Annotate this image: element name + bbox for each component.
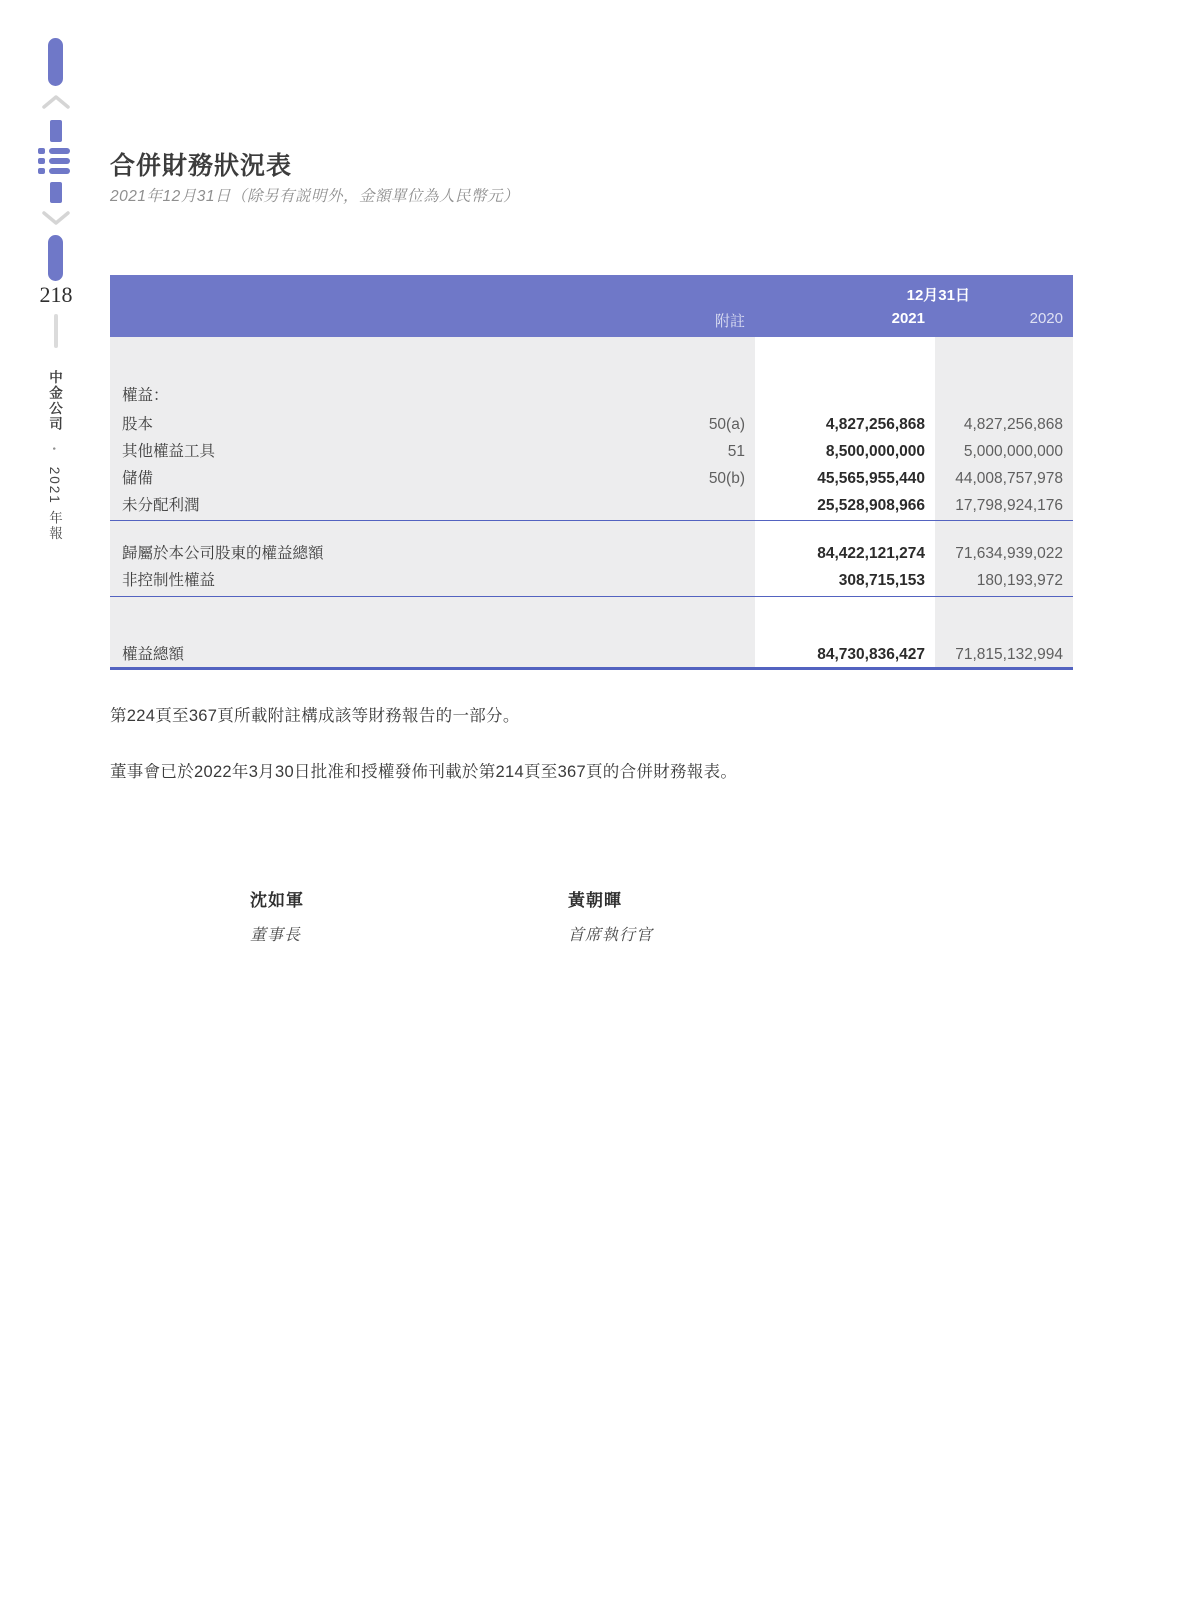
list-bar <box>49 148 70 154</box>
signatory-name: 沈如軍 <box>250 891 304 910</box>
value-2021: 84,730,836,427 <box>817 646 925 663</box>
row-note: 51 <box>727 443 745 460</box>
scroll-indicator-bottom <box>48 235 63 281</box>
row-label: 未分配利潤 <box>122 497 200 514</box>
table-header <box>110 275 1073 337</box>
row-label: 儲備 <box>122 470 154 487</box>
row-label: 非控制性權益 <box>122 572 216 589</box>
section-row <box>110 386 1073 406</box>
column-header-2020: 2020 <box>1029 310 1063 327</box>
chevron-up-icon[interactable] <box>42 93 70 111</box>
value-2021: 25,528,908,966 <box>817 497 925 514</box>
value-2020: 71,634,939,022 <box>955 545 1063 562</box>
page-number: 218 <box>39 282 73 307</box>
chevron-down-icon[interactable] <box>42 209 70 227</box>
row-label: 權益總額 <box>122 646 185 663</box>
value-2021: 84,422,121,274 <box>817 545 925 562</box>
list-dot <box>38 168 45 174</box>
row-label: 歸屬於本公司股東的權益總額 <box>122 545 324 562</box>
column-header-date: 12月31日 <box>906 287 970 304</box>
table-bottom-border <box>110 667 1073 670</box>
footnote-reference: 第224頁至367頁所載附註構成該等財務報告的一部分。 <box>110 707 520 725</box>
scroll-indicator-top <box>48 38 63 86</box>
section-label: 權益： <box>122 387 169 404</box>
table-divider <box>110 520 1073 521</box>
column-header-note: 附註 <box>714 313 745 330</box>
signature-block <box>250 886 490 945</box>
spine-company: 中金公司 <box>47 370 62 432</box>
signatory-title: 董事長 <box>250 927 302 944</box>
value-2020: 44,008,757,978 <box>955 470 1063 487</box>
row-note: 50(b) <box>708 470 745 487</box>
signatory-title: 首席執行官 <box>568 927 654 944</box>
spine-label <box>44 370 64 541</box>
column-header-2021: 2021 <box>891 310 925 327</box>
table-row <box>110 442 1073 462</box>
board-approval-note: 董事會已於2022年3月30日批准和授權發佈刊載於第214頁至367頁的合併財務報表。 <box>110 763 738 781</box>
table-body <box>110 337 1073 670</box>
page-subtitle: 2021年12月31日（除另有説明外，金額單位為人民幣元） <box>110 188 519 205</box>
page-number-tail-line <box>54 314 58 348</box>
subtotal-row <box>110 544 1073 564</box>
section-marker-top <box>50 120 62 142</box>
financial-table <box>110 275 1073 670</box>
signature-block <box>568 886 808 945</box>
value-2020: 5,000,000,000 <box>963 443 1063 460</box>
value-2020: 4,827,256,868 <box>963 416 1063 433</box>
row-note: 50(a) <box>708 416 745 433</box>
table-row <box>110 415 1073 435</box>
list-dot <box>38 148 45 154</box>
total-row <box>110 645 1073 665</box>
value-2021: 8,500,000,000 <box>825 443 925 460</box>
row-label: 其他權益工具 <box>122 443 216 460</box>
value-2020: 17,798,924,176 <box>955 497 1063 514</box>
table-row <box>110 496 1073 516</box>
row-label: 股本 <box>122 416 154 433</box>
list-bar <box>49 168 70 174</box>
spine-year: 2021 年報 <box>47 466 62 542</box>
value-2021: 4,827,256,868 <box>825 416 925 433</box>
value-2021: 45,565,955,440 <box>817 470 925 487</box>
value-2020: 71,815,132,994 <box>955 646 1063 663</box>
list-bar <box>49 158 70 164</box>
value-2020: 180,193,972 <box>976 572 1063 589</box>
section-marker-bottom <box>50 182 62 203</box>
page-title: 合併財務狀況表 <box>110 152 293 180</box>
list-dot <box>38 158 45 164</box>
table-row <box>110 469 1073 489</box>
value-2021: 308,715,153 <box>838 572 925 589</box>
signatory-name: 黃朝暉 <box>568 891 622 910</box>
subtotal-row <box>110 571 1073 591</box>
table-divider <box>110 596 1073 597</box>
list-icon[interactable] <box>38 148 70 178</box>
spine-separator-dot: • <box>49 446 59 452</box>
